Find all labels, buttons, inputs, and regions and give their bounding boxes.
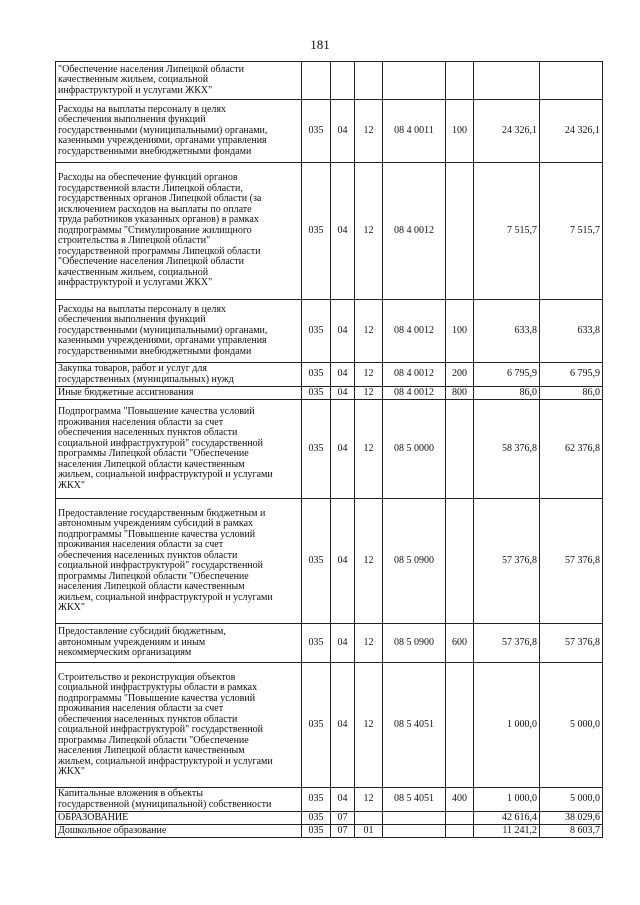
cell-expense-type-code: 600: [446, 624, 474, 663]
cell-amount-2: 24 326,1: [540, 100, 603, 163]
cell-amount-2: 633,8: [540, 300, 603, 363]
cell-ministry-code: 035: [302, 825, 331, 838]
cell-amount-1: 633,8: [474, 300, 540, 363]
cell-expense-type-code: [446, 663, 474, 788]
cell-description: Расходы на выплаты персоналу в целях обеспечения выполнения функций государственными (муниципальными) органами, казенными учреждениями, органами управления государственными внебюджетными фондами: [56, 100, 302, 163]
cell-section-code: 07: [331, 812, 355, 825]
cell-section-code: 04: [331, 300, 355, 363]
cell-subsection-code: 12: [355, 363, 383, 387]
cell-section-code: 04: [331, 363, 355, 387]
cell-amount-1: 24 326,1: [474, 100, 540, 163]
cell-subsection-code: [355, 812, 383, 825]
cell-amount-1: 86,0: [474, 387, 540, 400]
cell-target-code: [383, 812, 446, 825]
cell-description: "Обеспечение населения Липецкой области качественным жильем, социальной инфраструктурой и услугами ЖКХ": [56, 62, 302, 100]
table-row: [56, 624, 603, 663]
table-row: [56, 363, 603, 387]
cell-ministry-code: 035: [302, 624, 331, 663]
cell-amount-2: 62 376,8: [540, 400, 603, 499]
cell-amount-1: [474, 62, 540, 100]
cell-amount-2: 6 795,9: [540, 363, 603, 387]
cell-subsection-code: 12: [355, 499, 383, 624]
cell-target-code: 08 4 0012: [383, 163, 446, 300]
cell-amount-2: 57 376,8: [540, 499, 603, 624]
cell-ministry-code: 035: [302, 163, 331, 300]
cell-amount-2: 8 603,7: [540, 825, 603, 838]
cell-section-code: 04: [331, 663, 355, 788]
cell-target-code: 08 4 0012: [383, 300, 446, 363]
cell-amount-2: 7 515,7: [540, 163, 603, 300]
cell-expense-type-code: [446, 812, 474, 825]
cell-subsection-code: 12: [355, 387, 383, 400]
cell-subsection-code: 01: [355, 825, 383, 838]
cell-target-code: 08 4 0012: [383, 387, 446, 400]
cell-subsection-code: 12: [355, 788, 383, 812]
table-row: [56, 400, 603, 499]
cell-amount-1: 58 376,8: [474, 400, 540, 499]
cell-ministry-code: 035: [302, 100, 331, 163]
cell-expense-type-code: 200: [446, 363, 474, 387]
cell-target-code: 08 5 0900: [383, 624, 446, 663]
cell-ministry-code: 035: [302, 663, 331, 788]
cell-target-code: 08 5 0900: [383, 499, 446, 624]
cell-ministry-code: 035: [302, 788, 331, 812]
table-row: [56, 499, 603, 624]
table-row: [56, 663, 603, 788]
cell-amount-2: 5 000,0: [540, 663, 603, 788]
cell-description: Капитальные вложения в объекты государственной (муниципальной) собственности: [56, 788, 302, 812]
cell-amount-1: 1 000,0: [474, 663, 540, 788]
cell-expense-type-code: [446, 825, 474, 838]
cell-amount-1: 11 241,2: [474, 825, 540, 838]
cell-ministry-code: 035: [302, 300, 331, 363]
cell-amount-2: [540, 62, 603, 100]
cell-target-code: [383, 62, 446, 100]
cell-expense-type-code: [446, 499, 474, 624]
cell-expense-type-code: 400: [446, 788, 474, 812]
cell-target-code: [383, 825, 446, 838]
cell-subsection-code: [355, 62, 383, 100]
cell-target-code: 08 5 4051: [383, 788, 446, 812]
cell-description: Расходы на выплаты персоналу в целях обеспечения выполнения функций государственными (муниципальными) органами, казенными учреждениями, органами управления государственными внебюджетными фондами: [56, 300, 302, 363]
cell-ministry-code: 035: [302, 400, 331, 499]
cell-section-code: 04: [331, 100, 355, 163]
cell-subsection-code: 12: [355, 624, 383, 663]
cell-section-code: 04: [331, 163, 355, 300]
cell-expense-type-code: 800: [446, 387, 474, 400]
cell-subsection-code: 12: [355, 300, 383, 363]
table-row: [56, 163, 603, 300]
table-row: [56, 825, 603, 838]
cell-subsection-code: 12: [355, 400, 383, 499]
cell-expense-type-code: [446, 163, 474, 300]
cell-expense-type-code: [446, 400, 474, 499]
cell-description: Строительство и реконструкция объектов социальной инфраструктуры области в рамках подпрограммы "Повышение качества условий проживания населения области за счет обеспечения населенных пунктов области социальной инфраструктурой" государственной программы Липецкой области "Обеспечение населения Липецкой области качественным жильем, социальной инфраструктурой и услугами ЖКХ": [56, 663, 302, 788]
cell-section-code: 04: [331, 387, 355, 400]
cell-expense-type-code: [446, 62, 474, 100]
cell-ministry-code: 035: [302, 363, 331, 387]
cell-section-code: 04: [331, 624, 355, 663]
cell-section-code: 04: [331, 788, 355, 812]
cell-description: Расходы на обеспечение функций органов государственной власти Липецкой области, государственных органов Липецкой области (за исключением расходов на выплаты по оплате труда работников указанных органов) в рамках подпрограммы "Стимулирование жилищного строительства в Липецкой области" государственной программы Липецкой области "Обеспечение населения Липецкой области качественным жильем, социальной инфраструктурой и услугами ЖКХ": [56, 163, 302, 300]
cell-amount-2: 57 376,8: [540, 624, 603, 663]
cell-subsection-code: 12: [355, 163, 383, 300]
cell-ministry-code: [302, 62, 331, 100]
cell-target-code: 08 5 4051: [383, 663, 446, 788]
table-row: [56, 812, 603, 825]
cell-description: ОБРАЗОВАНИЕ: [56, 812, 302, 825]
table-row: [56, 100, 603, 163]
cell-section-code: [331, 62, 355, 100]
table-row: [56, 387, 603, 400]
cell-target-code: 08 5 0000: [383, 400, 446, 499]
cell-amount-1: 57 376,8: [474, 624, 540, 663]
cell-description: Предоставление государственным бюджетным и автономным учреждениям субсидий в рамках подпрограммы "Повышение качества условий проживания населения области за счет обеспечения населенных пунктов области социальной инфраструктурой" государственной программы Липецкой области "Обеспечение населения Липецкой области качественным жильем, социальной инфраструктурой и услугами ЖКХ": [56, 499, 302, 624]
table-row: [56, 62, 603, 100]
cell-ministry-code: 035: [302, 812, 331, 825]
cell-amount-2: 38 029,6: [540, 812, 603, 825]
cell-ministry-code: 035: [302, 499, 331, 624]
cell-amount-1: 1 000,0: [474, 788, 540, 812]
cell-amount-1: 57 376,8: [474, 499, 540, 624]
cell-amount-1: 7 515,7: [474, 163, 540, 300]
budget-table: [55, 61, 603, 838]
cell-amount-2: 86,0: [540, 387, 603, 400]
cell-description: Закупка товаров, работ и услуг для государственных (муниципальных) нужд: [56, 363, 302, 387]
table-row: [56, 788, 603, 812]
cell-section-code: 07: [331, 825, 355, 838]
cell-description: Предоставление субсидий бюджетным, автономным учреждениям и иным некоммерческим организациям: [56, 624, 302, 663]
cell-target-code: 08 4 0011: [383, 100, 446, 163]
cell-description: Иные бюджетные ассигнования: [56, 387, 302, 400]
budget-table-body: [56, 62, 603, 838]
cell-expense-type-code: 100: [446, 100, 474, 163]
table-row: [56, 300, 603, 363]
page-number: 181: [310, 37, 330, 52]
cell-amount-1: 6 795,9: [474, 363, 540, 387]
cell-section-code: 04: [331, 400, 355, 499]
cell-section-code: 04: [331, 499, 355, 624]
cell-description: Подпрограмма "Повышение качества условий проживания населения области за счет обеспечения населенных пунктов области социальной инфраструктурой" государственной программы Липецкой области "Обеспечение населения Липецкой области качественным жильем, социальной инфраструктурой и услугами ЖКХ": [56, 400, 302, 499]
cell-amount-1: 42 616,4: [474, 812, 540, 825]
cell-expense-type-code: 100: [446, 300, 474, 363]
cell-description: Дошкольное образование: [56, 825, 302, 838]
cell-subsection-code: 12: [355, 100, 383, 163]
cell-target-code: 08 4 0012: [383, 363, 446, 387]
cell-amount-2: 5 000,0: [540, 788, 603, 812]
cell-ministry-code: 035: [302, 387, 331, 400]
cell-subsection-code: 12: [355, 663, 383, 788]
